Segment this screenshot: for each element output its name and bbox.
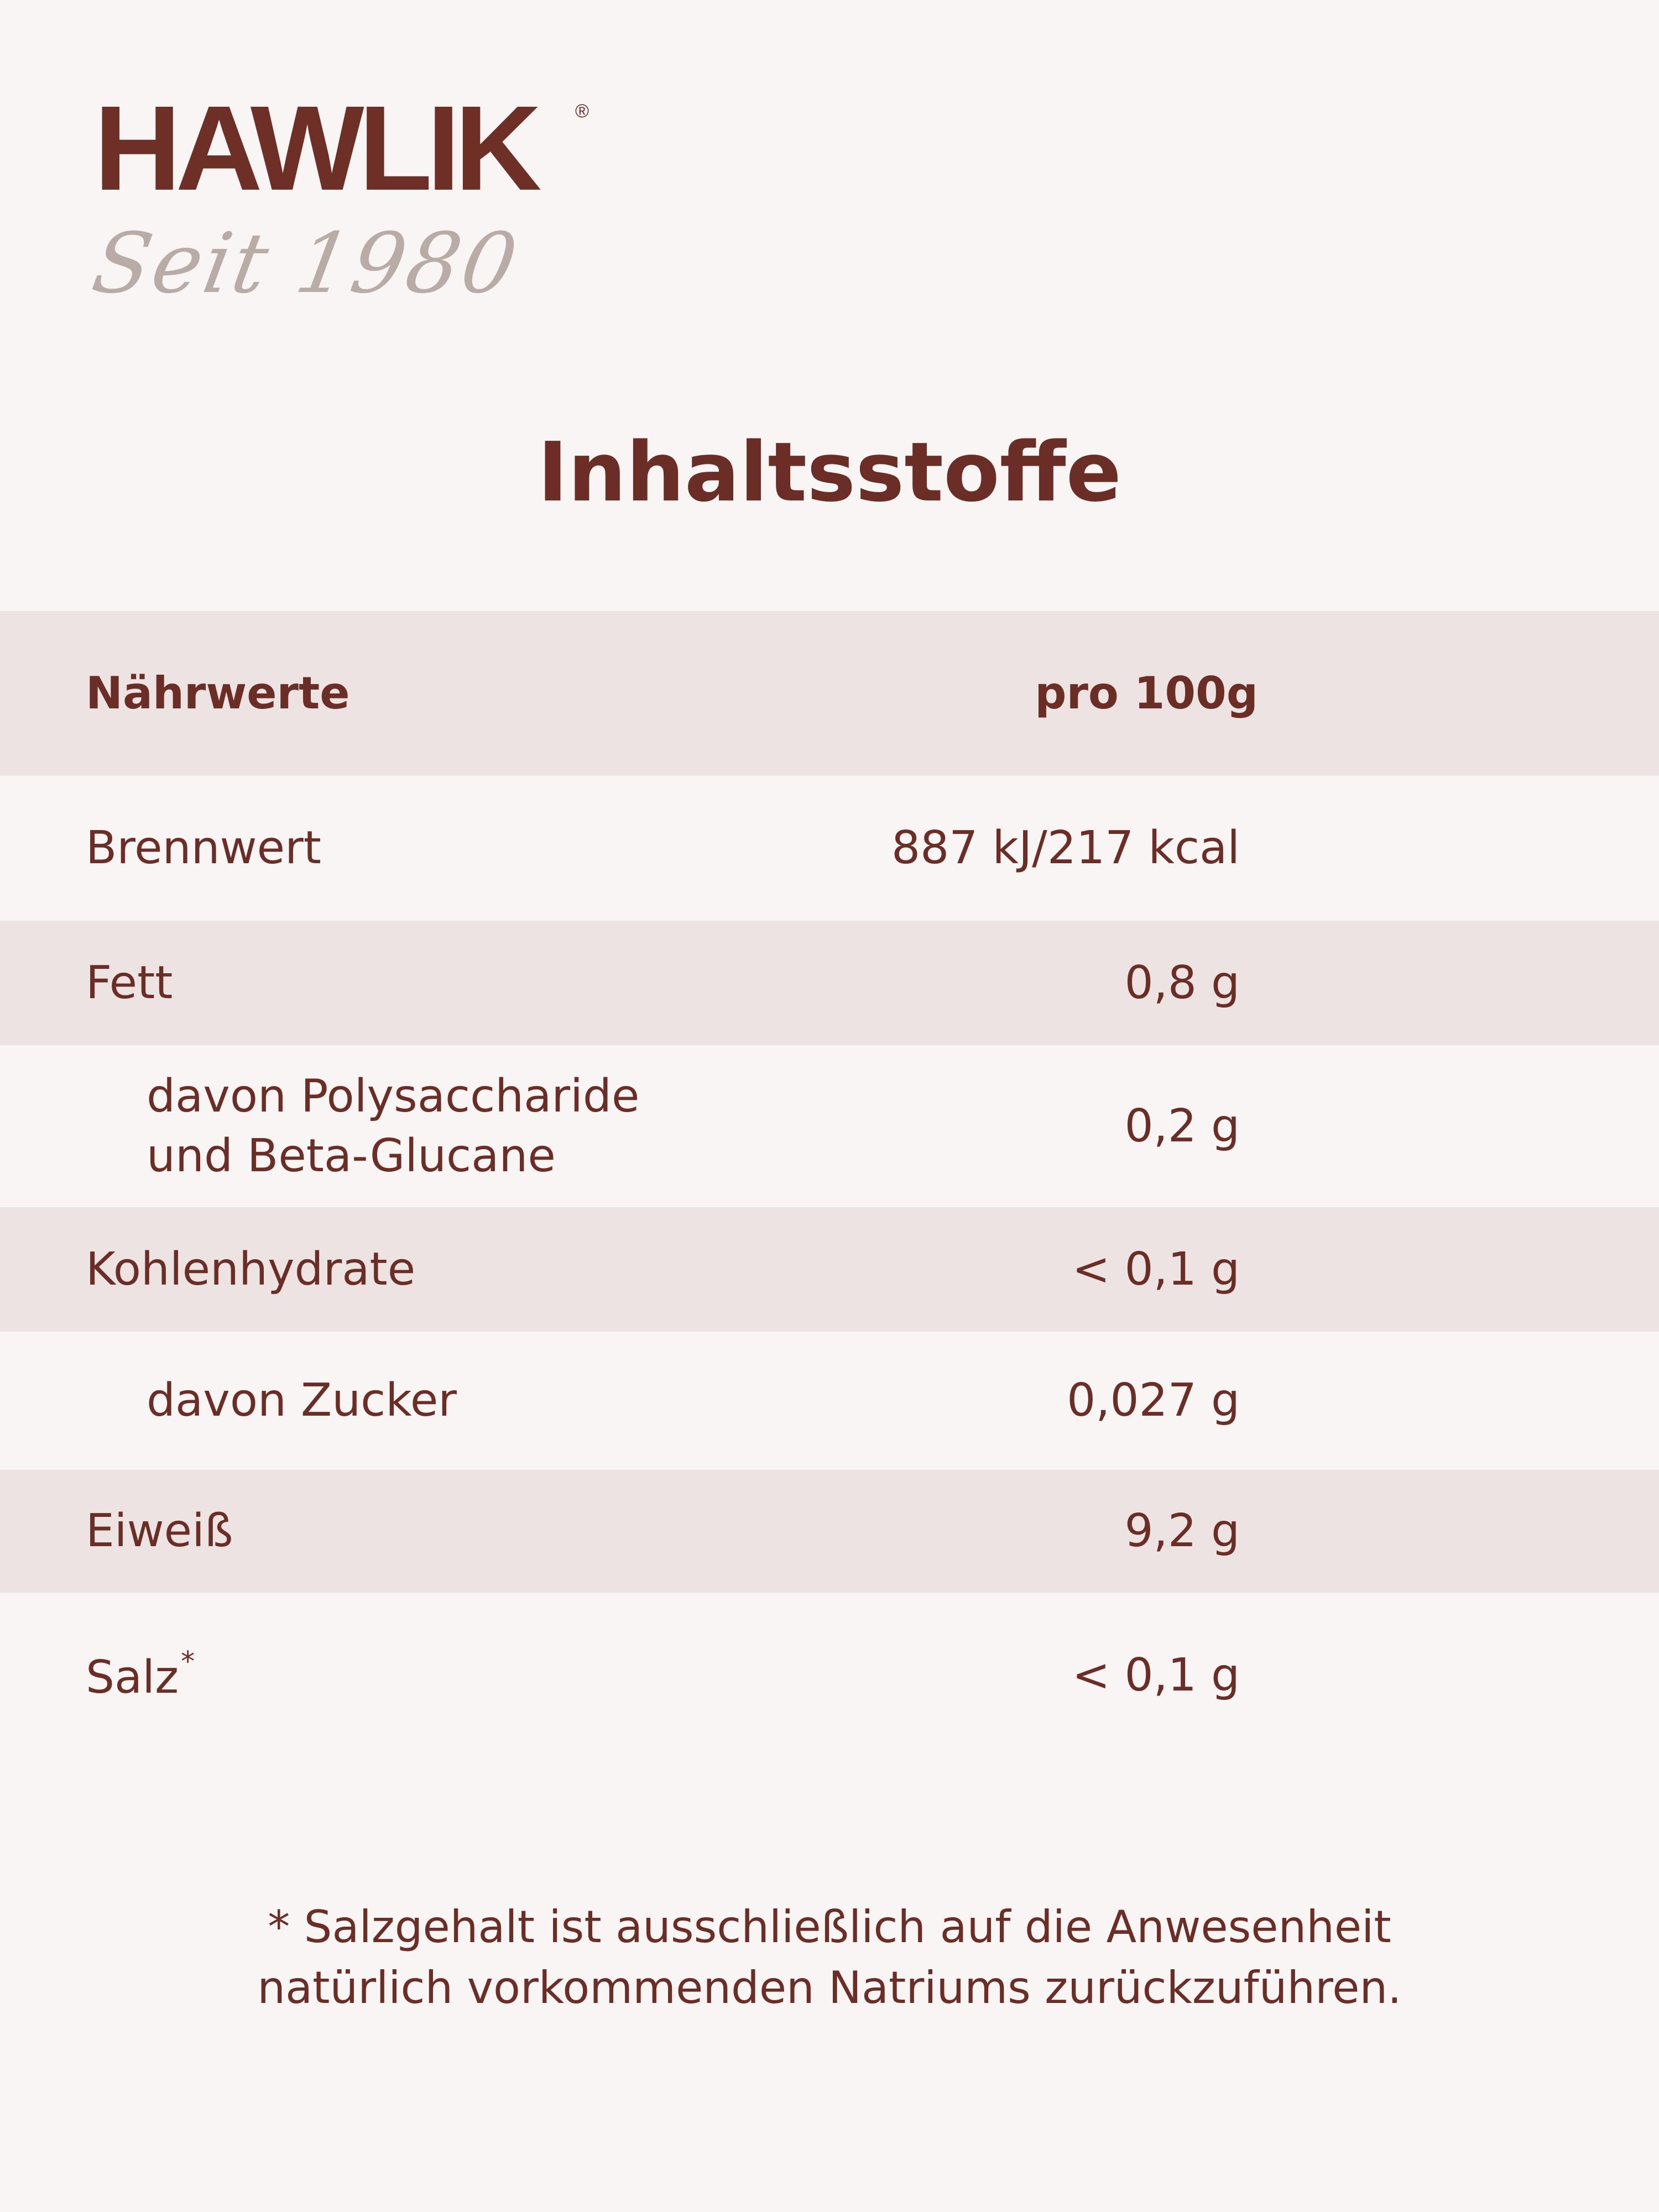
nutrition-table — [0, 611, 1659, 1759]
nutrition-table-header — [0, 611, 1659, 776]
row-value: 9,2 g — [1124, 1505, 1240, 1557]
row-value: 0,8 g — [1124, 956, 1240, 1009]
header-label-per-100g: pro 100g — [1035, 667, 1258, 719]
table-row-salt — [0, 1593, 1659, 1759]
row-label: Kohlenhydrate — [86, 1243, 416, 1296]
table-row-protein — [0, 1470, 1659, 1593]
brand-logo — [86, 81, 592, 321]
row-value: 0,027 g — [1067, 1374, 1240, 1427]
row-label — [86, 1644, 195, 1708]
brand-name: HAWLIK — [94, 81, 536, 216]
row-value: < 0,1 g — [1072, 1243, 1240, 1296]
footnote-marker: * — [181, 1645, 195, 1678]
table-row-carbohydrates — [0, 1207, 1659, 1332]
row-label-text: Salz — [86, 1651, 179, 1704]
page-title: Inhaltsstoffe — [537, 425, 1122, 520]
brand-tagline: Seit 1980 — [86, 216, 526, 312]
table-row-polysaccharides — [0, 1045, 1659, 1207]
row-label: davon Polysaccharide und Beta-Glucane — [147, 1070, 640, 1182]
row-value: 0,2 g — [1124, 1099, 1240, 1152]
table-row-sugar — [0, 1332, 1659, 1470]
registered-trademark-mark: ® — [575, 101, 589, 122]
footnote: * Salzgehalt ist ausschließlich auf die Anwesenheit natürlich vorkommenden Natriums zurückzuführen. — [257, 1901, 1402, 2014]
row-label: Brennwert — [86, 821, 321, 874]
row-label: Fett — [86, 956, 173, 1009]
row-label: davon Zucker — [147, 1374, 457, 1427]
table-row-fat — [0, 921, 1659, 1045]
row-value: 887 kJ/217 kcal — [891, 822, 1240, 874]
row-label: Eiweiß — [86, 1504, 233, 1557]
row-value: < 0,1 g — [1072, 1649, 1240, 1702]
header-label-nutrients: Nährwerte — [86, 667, 350, 719]
table-row-energy — [0, 776, 1659, 921]
